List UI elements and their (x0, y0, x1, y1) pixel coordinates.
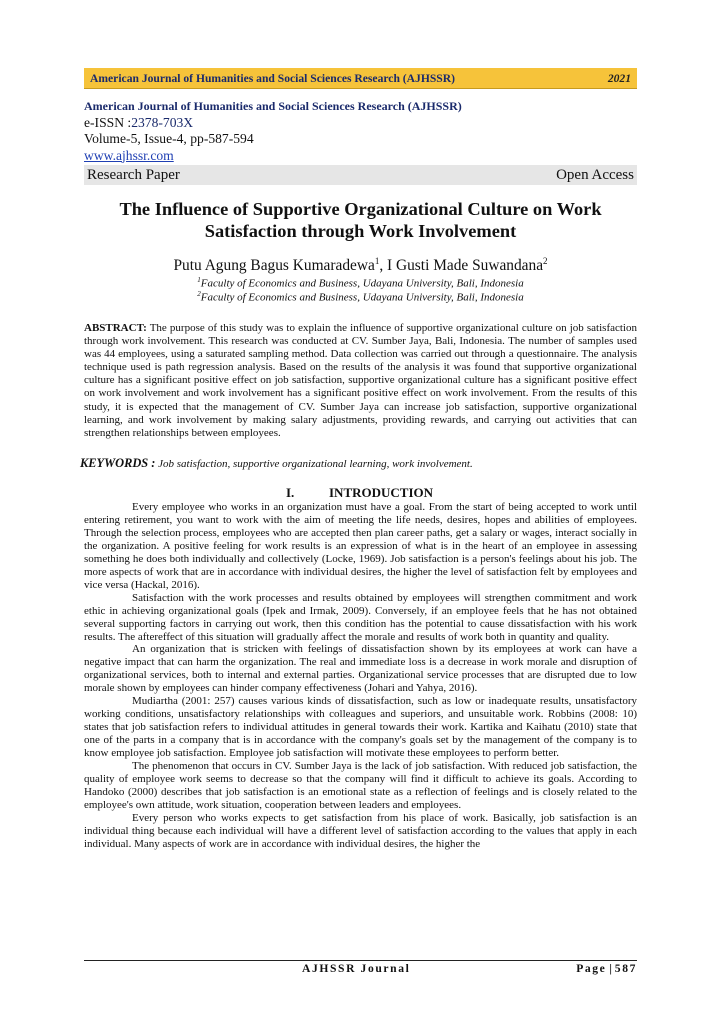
keywords-label: KEYWORDS : (80, 456, 156, 470)
journal-name: American Journal of Humanities and Social Sciences Research (AJHSSR) (84, 99, 462, 113)
banner-year: 2021 (607, 71, 631, 85)
footer-divider (84, 960, 637, 961)
journal-banner (84, 68, 637, 89)
page-number: 587 (614, 962, 637, 975)
author-2: I Gusti Made Suwandana (387, 257, 544, 275)
journal-meta (84, 98, 637, 164)
footer-journal: AJHSSR Journal (302, 962, 411, 975)
footer-page (576, 962, 637, 975)
paragraph: Mudiartha (2001: 257) causes various kinds of dissatisfaction, such as low or inadequate results, unsatisfactory working conditions, unsatisfactory relationships with colleagues and superiors, and unsuitable work. Robbins (2008: 10) states that job satisfaction refers to individual attitudes in general towards their work. Kartika and Kaihatu (2010) state that one of the parts in a company that is in accordance with the company's goals set by the management of the company is to know employee job satisfaction. Employee job satisfaction will motivate these employees to perform better. (84, 695, 637, 760)
page-separator: | (606, 962, 615, 975)
section-title: INTRODUCTION (329, 485, 434, 500)
affiliation-1 (84, 276, 637, 290)
paragraph: Every person who works expects to get satisfaction from his place of work. Basically, job satisfaction is an individual thing because each individual will have a different level of satisfaction according to the values that apply in each individual. Many aspects of work are in accordance with individual desires, the higher the (84, 811, 637, 850)
affiliation-2-sup: 2 (197, 290, 201, 298)
author-2-sup: 2 (543, 256, 548, 266)
access-type: Open Access (556, 166, 634, 183)
author-1-sup: 1 (374, 256, 380, 266)
title-line-1: The Influence of Supportive Organizational Culture on Work (119, 199, 602, 219)
issn (84, 115, 637, 132)
section-number: I. (286, 485, 295, 500)
abstract-label: ABSTRACT: (84, 322, 147, 334)
authors (84, 256, 637, 275)
affiliation-2-text: Faculty of Economics and Business, Udayana University, Bali, Indonesia (200, 291, 524, 304)
author-1: Putu Agung Bagus Kumaradewa (173, 257, 375, 275)
author-separator: , (379, 257, 388, 275)
paragraph: Satisfaction with the work processes and results obtained by employees will strengthen commitment and work ethic in achieving organizational goals (Ipek and Irmak, 2009). Conversely, if an employee feels that he has not obtained several supporting factors in carrying out work, then this condition has the potential to cause dissatisfaction with his work results. The aftereffect of this situation will gradually affect the morale and results of work both in quantity and quality. (84, 591, 637, 643)
banner-journal-name: American Journal of Humanities and Social Sciences Research (AJHSSR) (90, 71, 455, 85)
issn-number: 2378-703X (131, 114, 194, 130)
paragraph: An organization that is stricken with feelings of dissatisfaction shown by its employees at work can have a negative impact that can harm the organization. The real and immediate loss is a decrease in work morale and disruption of organizational services, both to internal and external parties. Organizational service processes that are disrupted due to low morale shown by employees can hinder company effectiveness (Johari and Yahya, 2016). (84, 643, 637, 695)
affiliation-1-text: Faculty of Economics and Business, Udayana University, Bali, Indonesia (200, 277, 524, 290)
paper-type-bar (84, 165, 637, 185)
paragraph: Every employee who works in an organization must have a goal. From the start of being accepted to work until entering retirement, you want to work with the aim of meeting the life needs, desires, hopes and abilities of employees. Through the selection process, employees who are accepted then plan career paths, get a salary or wages, interact socially in the organization. A positive feeling for work results is an expression of what is in the heart of an employee in assessing something he does both individually and collectively (Locke, 1969). Job satisfaction is a person's feelings about his job. The more aspects of work that are in accordance with individual desires, the higher the level of satisfaction felt by employees and vice versa (Hackal, 2016). (84, 501, 637, 591)
volume-info: Volume-5, Issue-4, pp-587-594 (84, 131, 254, 146)
keywords (80, 456, 640, 471)
abstract (84, 322, 637, 440)
issn-label: e-ISSN : (84, 114, 132, 130)
paragraph: The phenomenon that occurs in CV. Sumber Jaya is the lack of job satisfaction. With reduced job satisfaction, the quality of employee work seems to decrease so that the company will find it difficult to achieve its goals. According to Handoko (2000) describes that job satisfaction is an emotional state as a reflection of feelings and is closely related to the employee's own attitude, work situation, cooperation between leaders and employees. (84, 760, 637, 811)
paper-title (84, 198, 637, 242)
affiliation-1-sup: 1 (197, 276, 201, 284)
keywords-text: Job satisfaction, supportive organizational learning, work involvement. (155, 458, 473, 470)
body-text (84, 501, 637, 851)
page-footer (84, 962, 637, 975)
abstract-text: The purpose of this study was to explain the influence of supportive organizational culture on job satisfaction through work involvement. This research was conducted at CV. Sumber Jaya, Bali, Indonesia. The number of samples used was 44 employees, using a saturated sampling method. Data collection was carried out through a questionnaire. The analysis technique used is path regression analysis. Based on the results of the analysis it was found that supportive organizational culture has a significant positive effect on job satisfaction, supportive organizational culture has a significant positive effect on work involvement and work involvement has a significant positive effect on work involvement. From the results of this study, it is expected that the management of CV. Sumber Jaya can increase job satisfaction, supportive organizational learning, and work involvement by making salary adjustments, providing rewards, and carrying out activities that can strengthen relationships between employees. (84, 322, 637, 439)
page-label: Page (576, 962, 607, 975)
paper-type: Research Paper (87, 166, 180, 183)
journal-url-link[interactable]: www.ajhssr.com (84, 147, 174, 163)
affiliation-2 (84, 290, 637, 304)
title-line-2: Satisfaction through Work Involvement (204, 221, 517, 241)
